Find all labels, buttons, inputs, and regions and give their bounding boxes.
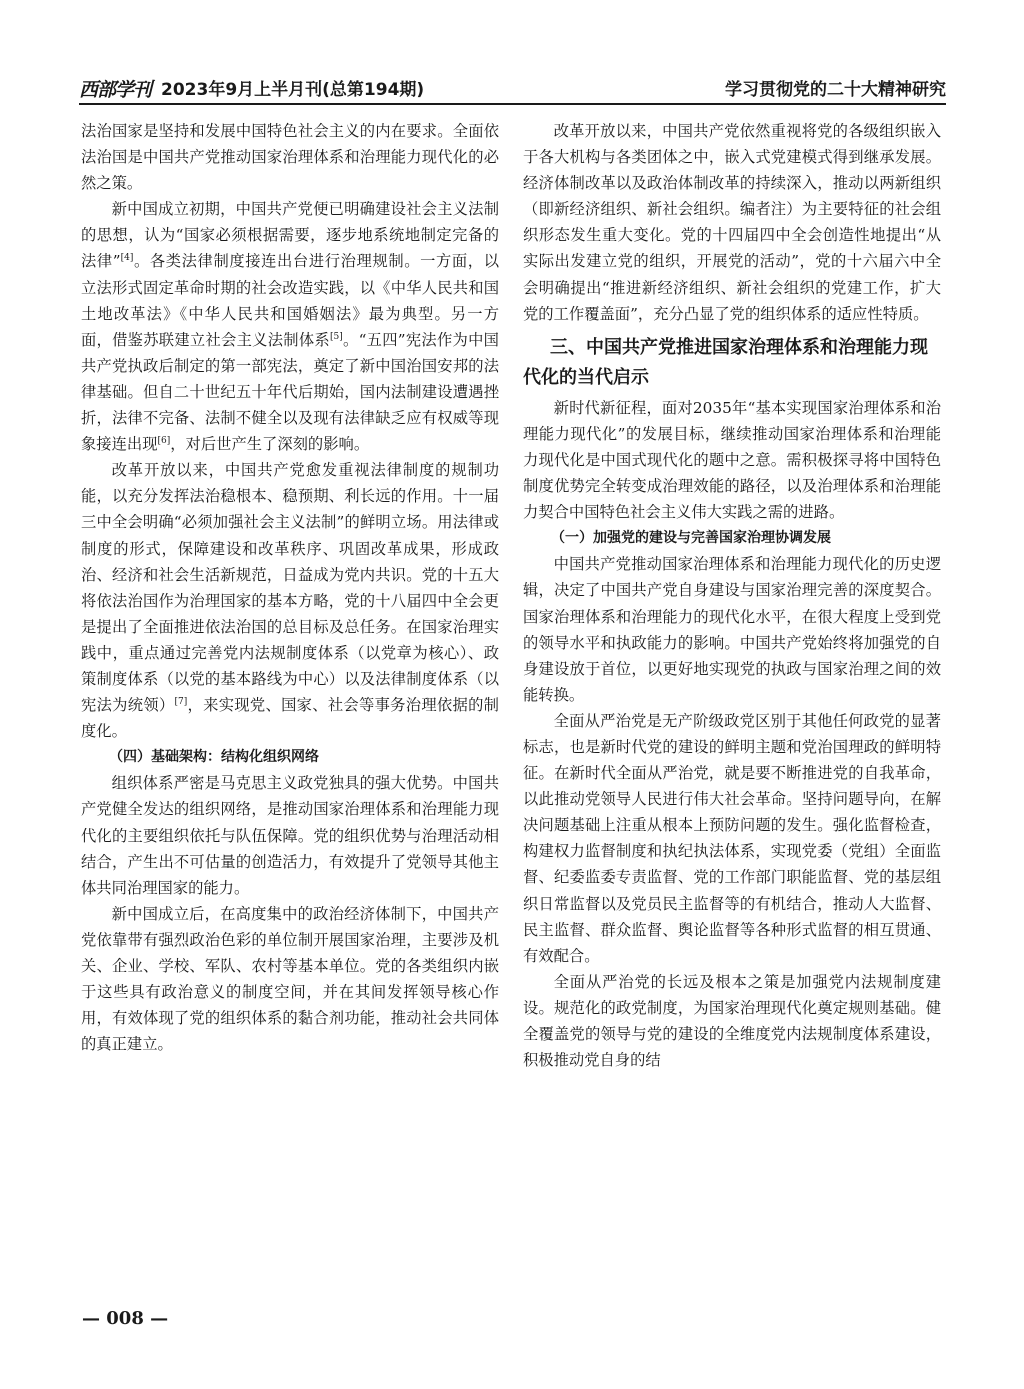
text-run: ，来实现党、国家、社会等事务治理依据的制度化。	[81, 696, 499, 741]
running-header	[79, 68, 946, 104]
paragraph: 全面从严治党的长远及根本之策是加强党内法规制度建设。规范化的政党制度，为国家治理现代化奠定规则基础。健全覆盖党的领导与党的建设的全维度党内法规制度体系建设，积极推动党自身的结	[523, 972, 941, 1070]
issue-info: 2023年9月上半月刊(总第194期)	[161, 80, 425, 100]
paragraph: 新时代新征程，面对2035年“基本实现国家治理体系和治理能力现代化”的发展目标，继续推动国家治理体系和治理能力现代化是中国式现代化的题中之意。需积极探寻将中国特色制度优势完全转变成治理效能的路径，以及治理体系和治理能力契合中国特色社会主义伟大实践之需的进路。	[523, 398, 941, 522]
subsection-heading: （四）基础架构：结构化组织网络	[109, 749, 319, 766]
journal-logo: 西部学刊	[79, 79, 152, 101]
text-run: ，对后世产生了深刻的影响。	[170, 435, 370, 454]
text-run: 。各类法律制度接连出台进行治理规制。一方面，以立法形式固定革命时期的社会改造实践，以《中华人民共和国土地改革法》《中华人民共和国婚姻法》最为典型。另一方面，借鉴苏联建立社会主义法制体系	[81, 252, 499, 349]
page-number: — 008 —	[82, 1308, 169, 1329]
citation: [7]	[174, 697, 188, 708]
paragraph	[81, 196, 499, 457]
citation: [6]	[157, 436, 171, 447]
paragraph: 改革开放以来，中国共产党依然重视将党的各级组织嵌入于各大机构与各类团体之中，嵌入式党建模式得到继承发展。经济体制改革以及政治体制改革的持续深入，推动以两新组织（即新经济组织、新社会组织。编者注）为主要特征的社会组织形态发生重大变化。党的十四届四中全会创造性地提出“从实际出发建立党的组织，开展党的活动”，党的十六届六中全会明确提出“推进新经济组织、新社会组织的党建工作，扩大党的工作覆盖面”，充分凸显了党的组织体系的适应性特质。	[523, 122, 941, 323]
text-run: 。“五四”宪法作为中国共产党执政后制定的第一部宪法，奠定了新中国治国安邦的法律基础。但自二十世纪五十年代后期始，国内法制建设遭遇挫折，法律不完备、法制不健全以及现有法律缺乏应有权威等现象接连出现	[81, 330, 499, 454]
text-run: 改革开放以来，中国共产党愈发重视法律制度的规制功能，以充分发挥法治稳根本、稳预期、利长远的作用。十一届三中全会明确“必须加强社会主义法制”的鲜明立场。用法律或制度的形式，保障建设和改革秩序、巩固改革成果，形成政治、经济和社会生活新规范，日益成为党内共识。党的十五大将依法治国作为治理国家的基本方略，党的十八届四中全会更是提出了全面推进依法治国的总目标及总任务。在国家治理实践中，重点通过完善党内法规制度体系（以党章为核心）、政策制度体系（以党的基本路线为中心）以及法律制度体系（以宪法为统领）	[81, 461, 499, 715]
paragraph: 全面从严治党是无产阶级政党区别于其他任何政党的显著标志，也是新时代党的建设的鲜明主题和党治国理政的鲜明特征。在新时代全面从严治党，就是要不断推进党的自我革命，以此推动党领导人民进行伟大社会革命。坚持问题导向，在解决问题基础上注重从根本上预防问题的发生。强化监督检查，构建权力监督制度和执纪执法体系，实现党委（党组）全面监督、纪委监委专责监督、党的工作部门职能监督、党的基层组织日常监督以及党员民主监督等的有机结合，推动人大监督、民主监督、群众监督、舆论监督等各种形式监督的相互贯通、有效配合。	[523, 711, 941, 965]
text-run: 新中国成立初期，中国共产党便已明确建设社会主义法制的思想，认为“国家必须根据需要，逐步地系统地制定完备的法律”	[81, 200, 499, 271]
paragraph: 组织体系严密是马克思主义政党独具的强大优势。中国共产党健全发达的组织网络，是推动国家治理体系和治理能力现代化的主要组织依托与队伍保障。党的组织优势与治理活动相结合，产生出不可估量的创造活力，有效提升了党领导其他主体共同治理国家的能力。	[81, 774, 499, 897]
paragraph: 中国共产党推动国家治理体系和治理能力现代化的历史逻辑，决定了中国共产党自身建设与国家治理完善的深度契合。国家治理体系和治理能力的现代化水平，在很大程度上受到党的领导水平和执政能力的影响。中国共产党始终将加强党的自身建设放于首位，以更好地实现党的执政与国家治理之间的效能转换。	[523, 555, 941, 704]
citation: [4]	[120, 253, 134, 264]
section-heading: 三、中国共产党推进国家治理体系和治理能力现代化的当代启示	[523, 336, 928, 388]
paragraph: 法治国家是坚持和发展中国特色社会主义的内在要求。全面依法治国是中国共产党推动国家治理体系和治理能力现代化的必然之策。	[81, 122, 499, 193]
subsection-heading: （一）加强党的建设与完善国家治理协调发展	[551, 530, 831, 547]
section-title: 学习贯彻党的二十大精神研究	[725, 80, 946, 100]
left-column	[81, 118, 499, 1057]
header-rule	[79, 103, 946, 105]
citation: [5]	[330, 331, 343, 342]
right-column	[523, 118, 941, 1073]
paragraph	[81, 457, 499, 744]
paragraph: 新中国成立后，在高度集中的政治经济体制下，中国共产党依靠带有强烈政治色彩的单位制开展国家治理，主要涉及机关、企业、学校、军队、农村等基本单位。党的各类组织内嵌于这些具有政治意义的制度空间，并在其间发挥领导核心作用，有效体现了党的组织体系的黏合剂功能，推动社会共同体的真正建立。	[81, 904, 499, 1054]
